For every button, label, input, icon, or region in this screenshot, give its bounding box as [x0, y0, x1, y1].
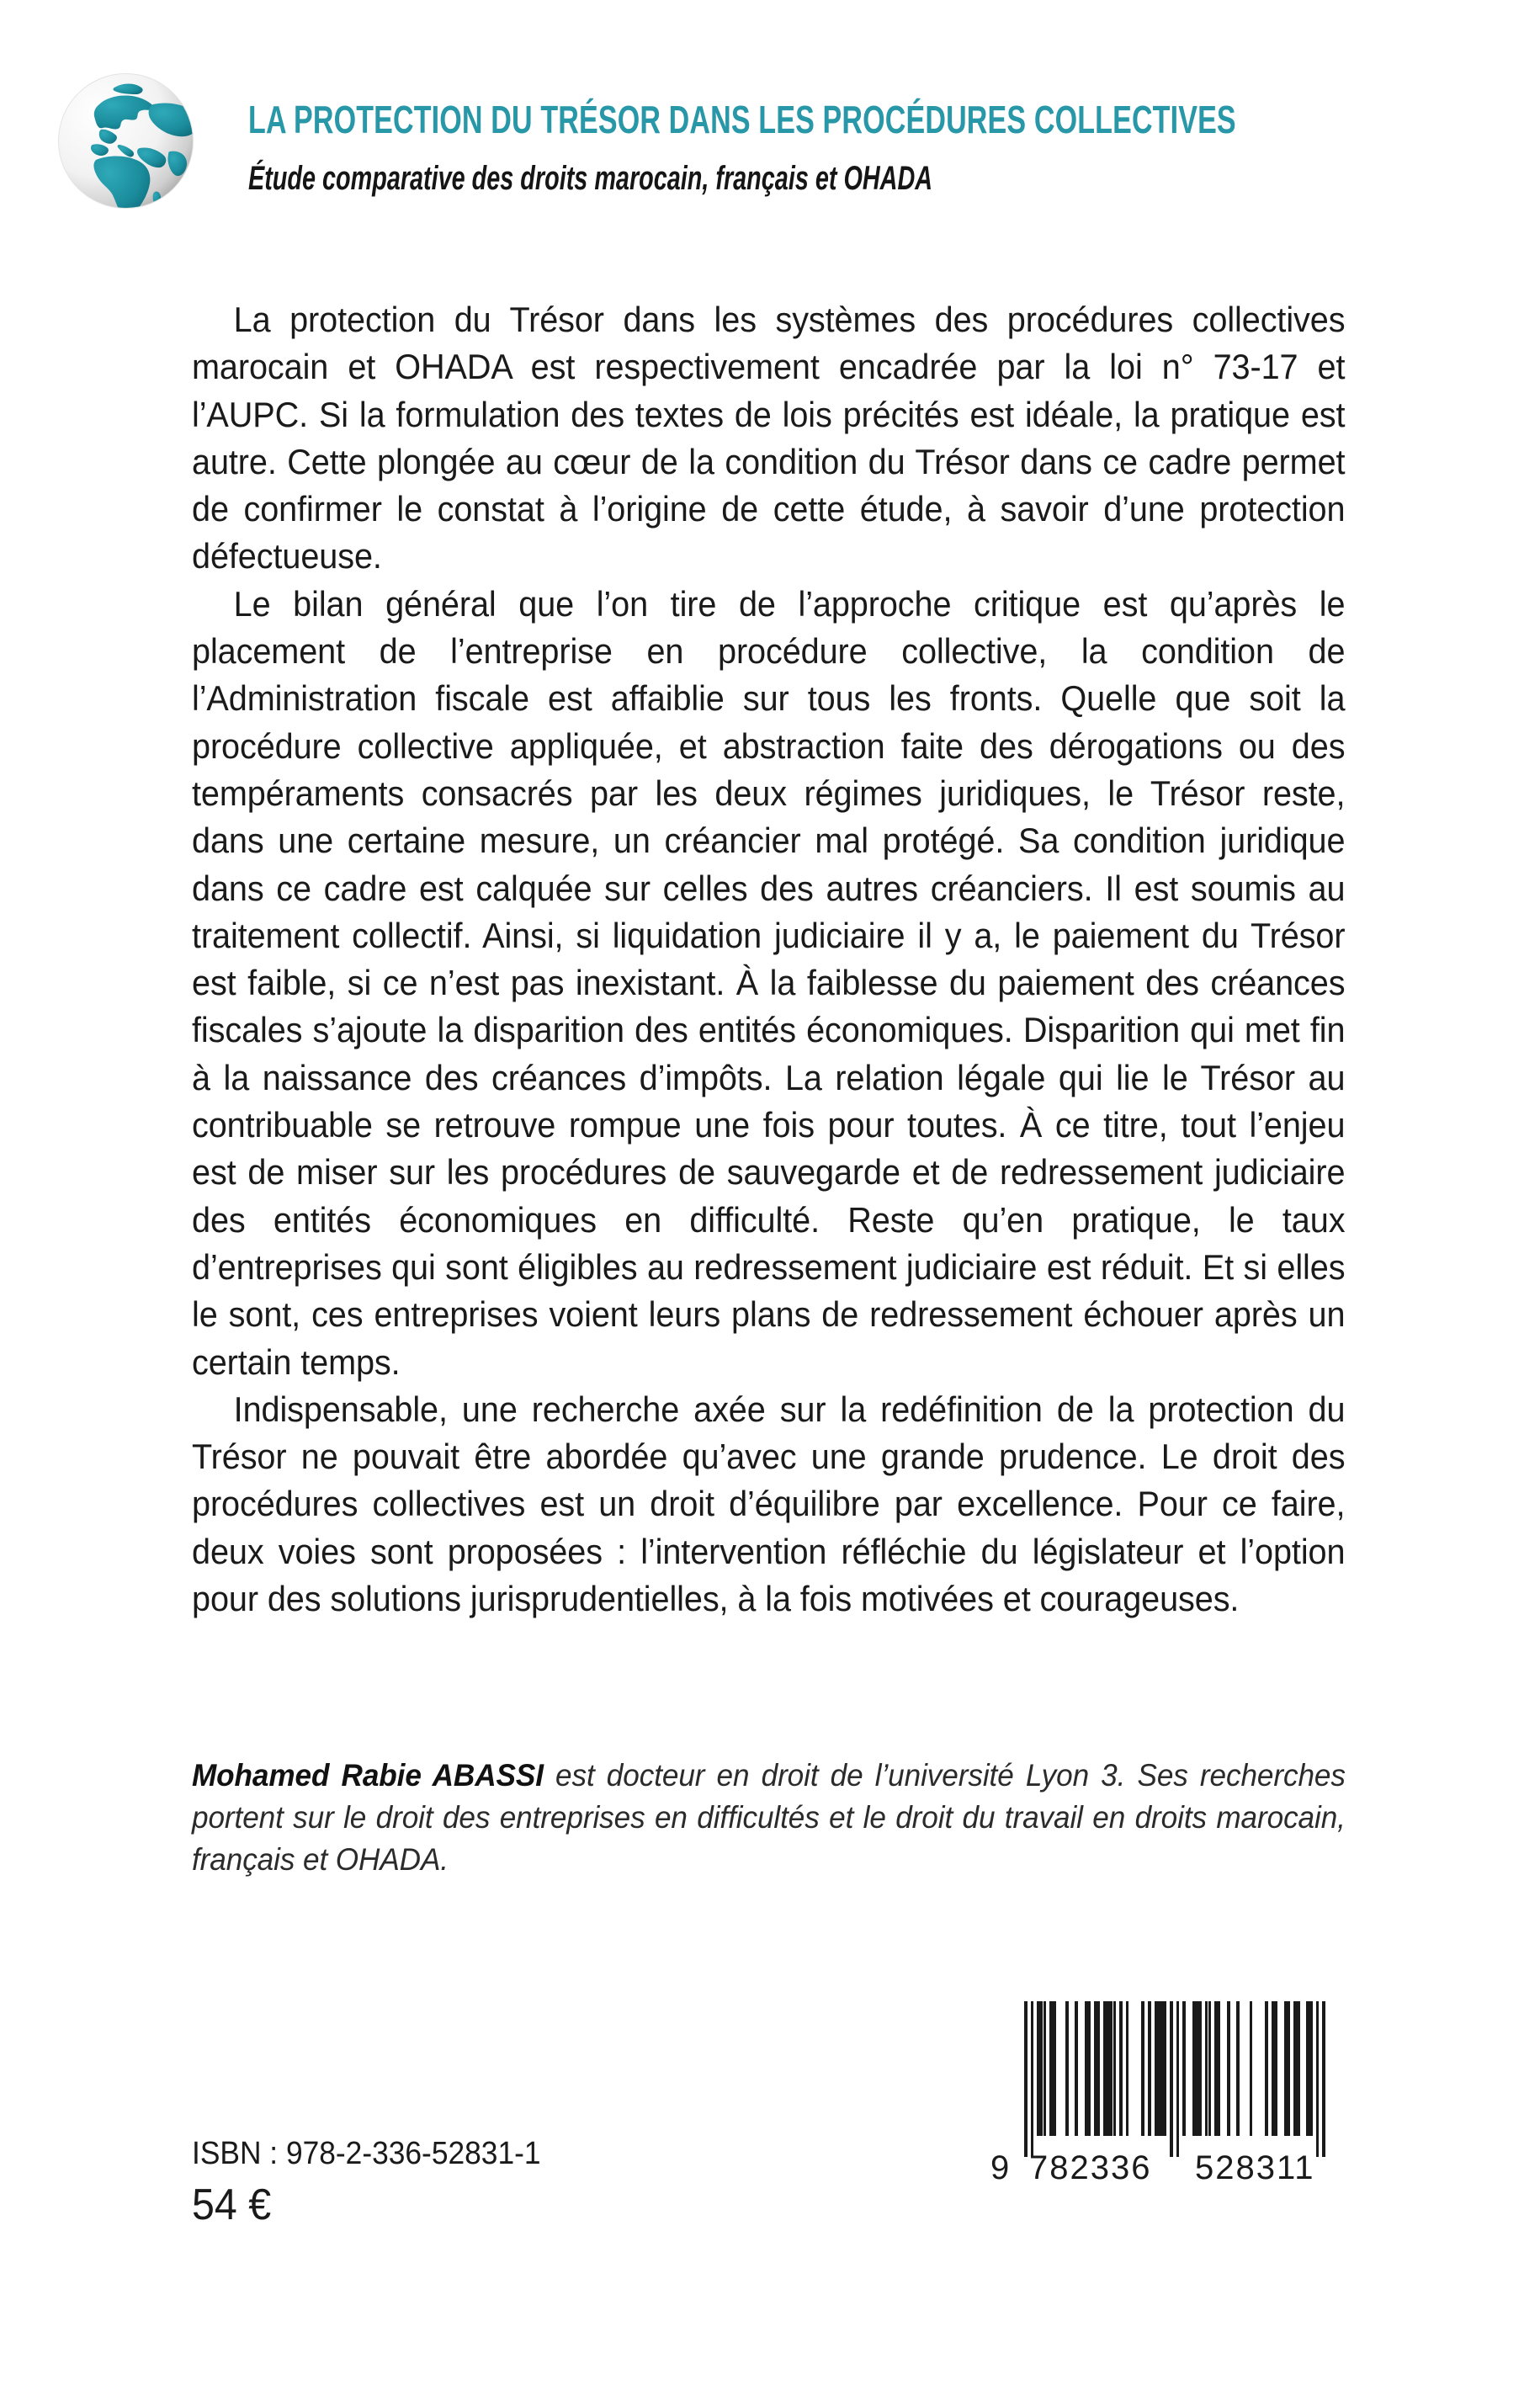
isbn-label: ISBN : 978-2-336-52831-1 [192, 2136, 541, 2171]
barcode-digit-group-3: 528311 [1195, 2149, 1315, 2186]
author-bio-paragraph [192, 1755, 1346, 1881]
page-title: LA PROTECTION DU TRÉSOR DANS LES PROCÉDURES COLLECTIVES [248, 98, 1236, 141]
author-bio [192, 1755, 1346, 1881]
barcode-digit-group-1: 9 [990, 2149, 1012, 2186]
barcode-digits [989, 2149, 1325, 2190]
title-block [248, 99, 1477, 197]
cover-header [0, 0, 1540, 252]
blurb-text [192, 296, 1346, 1623]
blurb-paragraph: Indispensable, une recherche axée sur la redéfinition de la protection du Trésor ne pouvait être abordée qu’avec une grande prudence. Le droit des procédures collectives est un droit d’équilibre par excellence. Pour ce faire, deux voies sont proposées : l’intervention réfléchie du législateur et l’option pour des solutions jurisprudentielles, à la fois motivées et courageuses. [192, 1389, 1346, 1619]
blurb-paragraph: Le bilan général que l’on tire de l’approche critique est qu’après le placement de l’entreprise en procédure collective, la condition de l’Administration fiscale est affaiblie sur tous les fronts. Quelle que soit la procédure collective appliquée, et abstraction faite des dérogations ou des tempéraments consacrés par les deux régimes juridiques, le Trésor reste, dans une certaine mesure, un créancier mal protégé. Sa condition juridique dans ce cadre est calquée sur celles des autres créanciers. Il est soumis au traitement collectif. Ainsi, si liquidation judiciaire il y a, le paiement du Trésor est faible, si ce n’est pas inexistant. À la faiblesse du paiement des créances fiscales s’ajoute la disparition des entités économiques. Disparition qui met fin à la naissance des créances d’impôts. La relation légale qui lie le Trésor au contribuable se retrouve rompue une fois pour toutes. À ce titre, tout l’enjeu est de miser sur les procédures de sauvegarde et de redressement judiciaire des entités économiques en difficulté. Reste qu’en pratique, le taux d’entreprises qui sont éligibles au redressement judiciaire est réduit. Et si elles le sont, ces entreprises voient leurs plans de redressement échouer après un certain temps. [192, 583, 1346, 1382]
barcode [989, 2001, 1325, 2203]
price-label: 54 € [192, 2180, 272, 2229]
barcode-bars [989, 2001, 1325, 2157]
author-name: Mohamed Rabie ABASSI [192, 1758, 544, 1793]
barcode-digit-group-2: 782336 [1029, 2149, 1152, 2186]
blurb-paragraph: La protection du Trésor dans les systèmes des procédures collectives marocain et OHADA est respectivement encadrée par la loi n° 73-17 et l’AUPC. Si la formulation des textes de lois précités est idéale, la pratique est autre. Cette plongée au cœur de la condition du Trésor dans ce cadre permet de confirmer le constat à l’origine de cette étude, à savoir d’une protection défectueuse. [192, 300, 1346, 576]
page-subtitle: Étude comparative des droits marocain, français et OHADA [248, 160, 933, 198]
author-bio-text: est docteur en droit de l’université Lyon 3. Ses recherches portent sur le droit des entreprises en difficultés et le droit du travail en droits marocain, français et OHADA. [192, 1758, 1346, 1877]
globe-icon [52, 67, 199, 215]
